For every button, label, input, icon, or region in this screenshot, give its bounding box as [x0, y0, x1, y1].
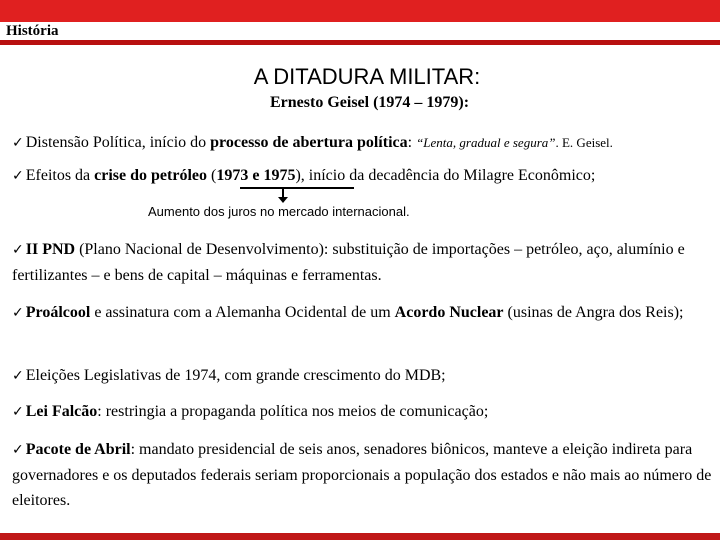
header-white-stripe [0, 22, 720, 40]
annotation-note: Aumento dos juros no mercado internacional. [148, 204, 410, 219]
bullet-item: ✓ Proálcool e assinatura com a Alemanha Ocidental de um Acordo Nuclear (usinas de Angra dos Reis); [12, 304, 684, 321]
check-icon: ✓ [12, 242, 24, 258]
slide-subtitle: Ernesto Geisel (1974 – 1979): [270, 94, 470, 111]
footer-band [0, 533, 720, 540]
bullet-item: ✓ Eleições Legislativas de 1974, com grande crescimento do MDB; [12, 367, 446, 384]
bullet-item: ✓ Lei Falcão: restringia a propaganda política nos meios de comunicação; [12, 403, 489, 420]
bullet-item: ✓ Pacote de Abril: mandato presidencial de seis anos, senadores biônicos, manteve a eleição indireta para governadores e os deputados federais seriam proporcionais a população dos estados e não mais ao número de eleitores. [12, 441, 712, 509]
header-dark-stripe [0, 40, 720, 45]
section-label: História [6, 23, 59, 39]
check-icon: ✓ [12, 368, 24, 384]
check-icon: ✓ [12, 305, 24, 321]
check-icon: ✓ [12, 168, 24, 184]
bullet-item: ✓ Efeitos da crise do petróleo (1973 e 1975), início da decadência do Milagre Econômico; [12, 167, 596, 184]
bracket-line [240, 187, 354, 189]
check-icon: ✓ [12, 442, 24, 458]
check-icon: ✓ [12, 404, 24, 420]
arrow-down-icon [278, 197, 288, 203]
slide-title: A DITADURA MILITAR: [253, 64, 481, 89]
bullet-item: ✓ Distensão Política, início do processo de abertura política: “Lenta, gradual e segura”. E. Geisel. [12, 134, 613, 151]
check-icon: ✓ [12, 135, 24, 151]
bullet-item: ✓ II PND (Plano Nacional de Desenvolvimento): substituição de importações – petróleo, aço, alumínio e fertilizantes – e bens de capital – máquinas e ferramentas. [12, 241, 685, 284]
